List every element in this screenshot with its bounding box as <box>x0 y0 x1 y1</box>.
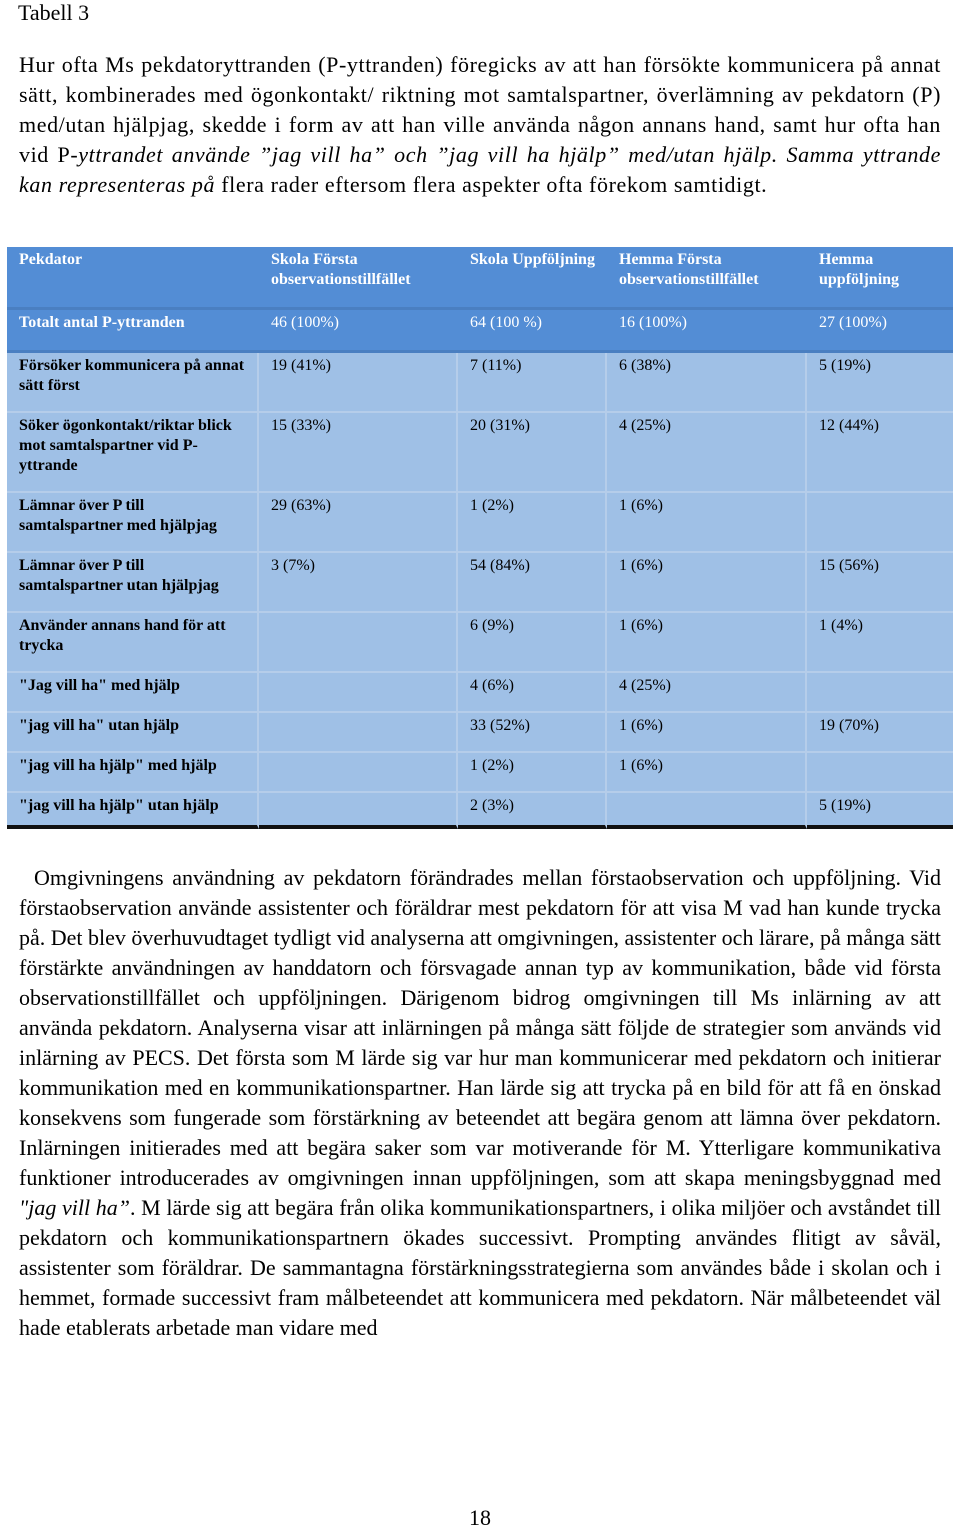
table-cell: 3 (7%) <box>259 553 458 613</box>
table-cell <box>807 493 953 553</box>
table-cell: 19 (70%) <box>807 713 953 753</box>
table-cell: 1 (2%) <box>458 753 607 793</box>
table-row <box>7 713 953 753</box>
table-heading: Tabell 3 <box>18 0 90 25</box>
table-cell: 4 (6%) <box>458 673 607 713</box>
table-cell: "jag vill ha" utan hjälp <box>7 713 259 753</box>
table-cell: 27 (100%) <box>807 310 953 353</box>
table-cell: "jag vill ha hjälp" med hjälp <box>7 753 259 793</box>
table-cell: Söker ögonkontakt/riktar blick mot samtalspartner vid P-yttrande <box>7 413 259 493</box>
table-cell <box>259 613 458 673</box>
table-cell: 1 (6%) <box>607 753 807 793</box>
data-table <box>7 247 953 829</box>
table-cell: 15 (33%) <box>259 413 458 493</box>
table-cell: 1 (4%) <box>807 613 953 673</box>
table-total-row <box>7 310 953 353</box>
table-header-row <box>7 247 953 310</box>
table-cell: "jag vill ha hjälp" utan hjälp <box>7 793 259 829</box>
table-cell: 20 (31%) <box>458 413 607 493</box>
caption-text: Hur ofta Ms pekdatoryttranden (P-yttranden) föregicks av att han försökte kommunicera på annat sätt, kombinerades med ögonkontakt/ riktning mot samtalspartner, överlämning av pekdatorn (P) med/utan hjälpjag, skedde i form av att han ville använda någon annans hand, samt hur ofta han vid P <box>19 52 941 167</box>
table-cell: Försöker kommunicera på annat sätt först <box>7 353 259 413</box>
column-header: Hemma Första observationstillfället <box>607 247 807 310</box>
column-header: Hemma uppföljning <box>807 247 953 310</box>
table-cell <box>259 793 458 829</box>
table-cell: 6 (38%) <box>607 353 807 413</box>
table-cell: 46 (100%) <box>259 310 458 353</box>
table-row <box>7 613 953 673</box>
table-cell: Lämnar över P till samtalspartner utan hjälpjag <box>7 553 259 613</box>
table-row <box>7 793 953 829</box>
table-cell: 1 (6%) <box>607 613 807 673</box>
table-cell: 5 (19%) <box>807 793 953 829</box>
table-row <box>7 493 953 553</box>
body-text <box>19 863 941 1343</box>
table-row <box>7 553 953 613</box>
table-cell: 1 (6%) <box>607 713 807 753</box>
table-cell: 2 (3%) <box>458 793 607 829</box>
table-cell: 5 (19%) <box>807 353 953 413</box>
table-cell: 33 (52%) <box>458 713 607 753</box>
caption-text-end: flera rader eftersom flera aspekter ofta förekom samtidigt. <box>215 172 768 197</box>
table-cell: 12 (44%) <box>807 413 953 493</box>
table-cell: Totalt antal P-yttranden <box>7 310 259 353</box>
column-header: Pekdator <box>7 247 259 310</box>
table-row <box>7 753 953 793</box>
body-paragraph <box>19 863 941 1343</box>
table-cell <box>259 713 458 753</box>
table-cell: 1 (6%) <box>607 493 807 553</box>
body-text-part: . M lärde sig att begära från olika kommunikationspartners, i olika miljöer och avståndet till pekdatorn och kommunikationspartnern ökades successivt. Prompting användes flitigt av såväl, assistenter som föräldrar. De sammantagna förstärkningsstrategierna som användes både i skolan och i hemmet, formade successivt fram målbeteendet att kommunicera med pekdatorn. När målbeteendet väl hade etablerats arbetade man vidare med <box>19 1195 942 1340</box>
table-cell <box>259 753 458 793</box>
table-cell: 4 (25%) <box>607 673 807 713</box>
table-cell: 1 (6%) <box>607 553 807 613</box>
table-cell: Lämnar över P till samtalspartner med hjälpjag <box>7 493 259 553</box>
table-cell: 1 (2%) <box>458 493 607 553</box>
caption-italic-text: -yttrandet använde ”jag vill ha” och ”jag vill ha hjälp” med/utan hjälp. Samma yttrande kan representeras på <box>19 142 941 197</box>
table-row <box>7 673 953 713</box>
body-italic-quote: "jag vill ha” <box>19 1195 130 1220</box>
table-cell: 64 (100 %) <box>458 310 607 353</box>
table-cell <box>807 673 953 713</box>
table-cell: 54 (84%) <box>458 553 607 613</box>
table-cell: 4 (25%) <box>607 413 807 493</box>
column-header: Skola Uppföljning <box>458 247 607 310</box>
body-text-part: Omgivningens användning av pekdatorn förändrades mellan förstaobservation och uppföljning. Vid förstaobservation använde assistenter och föräldrar mest pekdatorn för att visa M vad han kunde trycka på. Det blev överhuvudtaget tydligt vid analyserna att omgivningen, assistenter och lärare, på många sätt förstärkte användningen av handdatorn och försvagade annan typ av kommunikation, både vid första observationstillfället och uppföljningen. Därigenom bidrog omgivningen till Ms inlärning av att använda pekdatorn. Analyserna visar att inlärningen på många sätt följde de strategier som används vid inlärning av PECS. Det första som M lärde sig var hur man kommunicerar med pekdatorn och initierar kommunikation med en kommunikationspartner. Han lärde sig att trycka på en bild för att få en önskad konsekvens som fungerade som förstärkning av beteendet att begära genom att lämna över pekdatorn. Inlärningen initierades med att begära saker som var motiverande för M. Ytterligare kommunikativa funktioner introducerades av omgivningen innan uppföljningen, som att skapa meningsbyggnad med <box>19 865 941 1190</box>
table-cell: 7 (11%) <box>458 353 607 413</box>
table-row <box>7 353 953 413</box>
page-number: 18 <box>469 1505 491 1530</box>
table-cell <box>607 793 807 829</box>
table-row <box>7 413 953 493</box>
table-cell: 16 (100%) <box>607 310 807 353</box>
column-header: Skola Första observationstillfället <box>259 247 458 310</box>
table-cell <box>259 673 458 713</box>
table-cell: Använder annans hand för att trycka <box>7 613 259 673</box>
table-cell: 15 (56%) <box>807 553 953 613</box>
table-cell <box>807 753 953 793</box>
table-cell: 19 (41%) <box>259 353 458 413</box>
table-cell: 29 (63%) <box>259 493 458 553</box>
table-cell: "Jag vill ha" med hjälp <box>7 673 259 713</box>
table-caption <box>19 50 941 200</box>
table-cell: 6 (9%) <box>458 613 607 673</box>
